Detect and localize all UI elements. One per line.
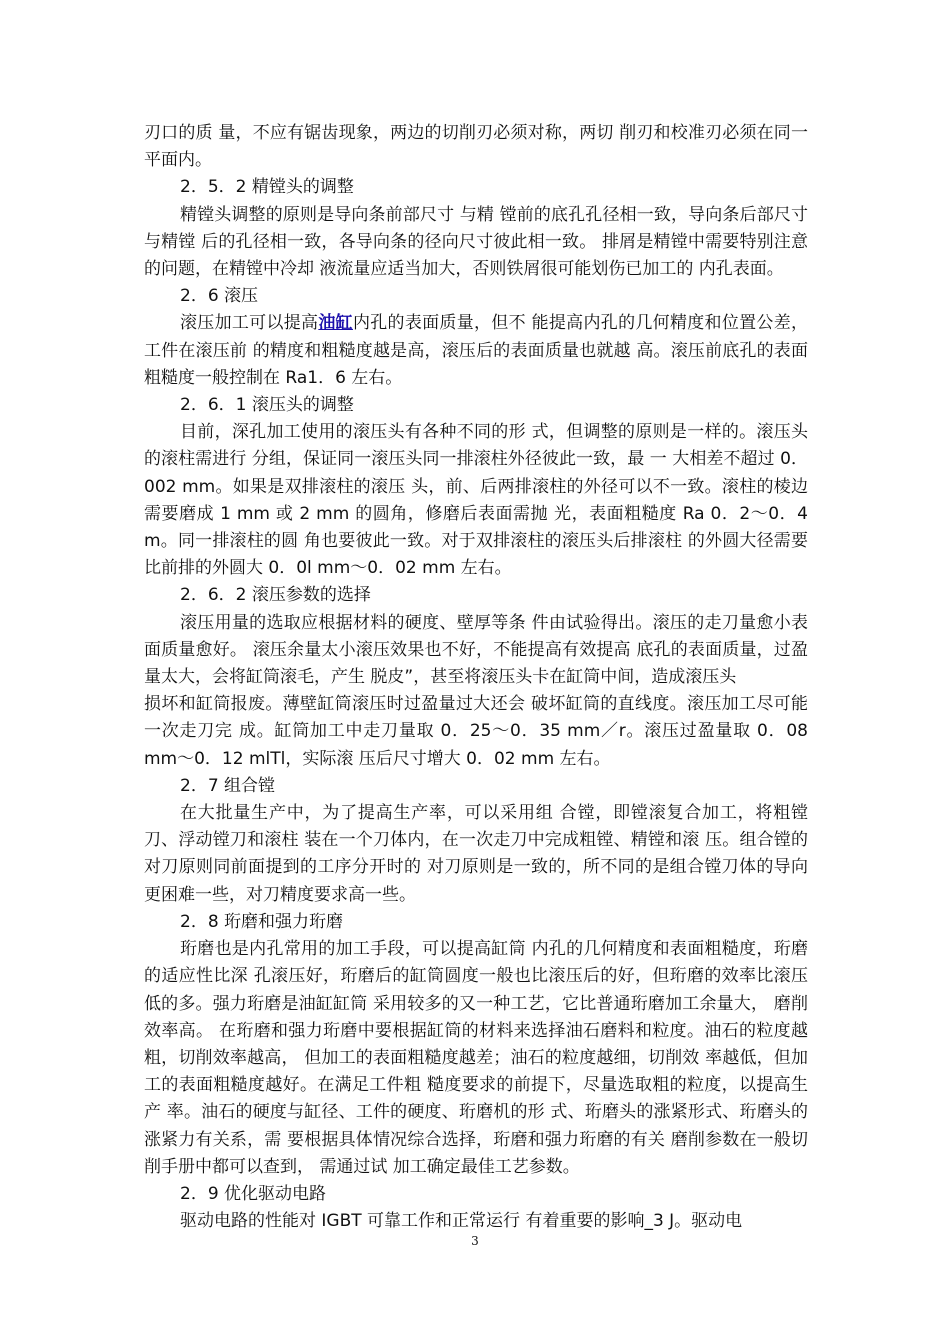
heading-2-7: 2．7 组合镗 [180, 775, 276, 796]
heading-2-6: 2．6 滚压 [180, 286, 259, 307]
paragraph-fine-boring: 精镗头调整的原则是导向条前部尺寸 与精 镗前的底孔孔径相一致，导向条后部尺寸 与精镗 后的孔径相一致，各导向条的径向尺寸彼此相一致。 排屑是精镗中需要特别注意的问题，在精镗中冷却 液流量应适当加大，否则铁屑很可能划伤已加工的 内孔表面。 [144, 204, 808, 280]
heading-2-9: 2．9 优化驱动电路 [180, 1183, 327, 1204]
paragraph-drive-circuit: 驱动电路的性能对 IGBT 可靠工作和正常运行 有着重要的影响_3 J。驱动电 [180, 1211, 743, 1232]
paragraph-honing: 珩磨也是内孔常用的加工手段，可以提高缸筒 内孔的几何精度和表面粗糙度，珩磨的适应性比深 孔滚压好，珩磨后的缸筒圆度一般也比滚压后的好，但珩磨的效率比滚压低的多。强力珩磨是油缸缸筒 采用较多的又一种工艺，它比普通珩磨加工余量大， 磨削效率高。 在珩磨和强力珩磨中要根据缸筒的材料来选择油石磨料和粒度。油石的粒度越粗，切削效率越高， 但加工的表面粗糙度越差；油石的粒度越细，切削效 率越低，但加工的表面粗糙度越好。在满足工件粗 糙度要求的前提下，尽量选取粗的粒度，以提高生产 率。油石的硬度与缸径、工件的硬度、珩磨机的形 式、珩磨头的涨紧形式、珩磨头的涨紧力有关系，需 要根据具体情况综合选择，珩磨和强力珩磨的有关 磨削参数在一般切削手册中都可以查到， 需通过试 加工确定最佳工艺参数。 [144, 939, 808, 1177]
paragraph-combined-boring: 在大批量生产中，为了提高生产率，可以采用组 合镗，即镗滚复合加工，将粗镗刀、浮动镗刀和滚柱 装在一个刀体内，在一次走刀中完成粗镗、精镗和滚 压。组合镗的对刀原则同前面提到的工序分开时的 对刀原则是一致的，所不同的是组合镗刀体的导向 更困难一些，对刀精度要求高一些。 [144, 803, 808, 905]
heading-2-5-2: 2．5．2 精镗头的调整 [180, 177, 354, 198]
page-number: 3 [471, 1234, 479, 1248]
heading-2-8: 2．8 珩磨和强力珩磨 [180, 911, 344, 932]
paragraph-cutting-edge: 刃口的质 量，不应有锯齿现象，两边的切削刃必须对称，两切 削刃和校准刃必须在同一平面内。 [144, 123, 808, 171]
paragraph-rolling [144, 310, 808, 392]
oil-cylinder-link[interactable]: 油缸 [318, 313, 353, 334]
paragraph-rolling-post: 内孔的表面质量，但不 能提高内孔的几何精度和位置公差，工件在滚压前 的精度和粗糙度越是高，滚压后的表面质量也就越 高。滚压前底孔的表面粗糙度一般控制在 Ra1．6 左右。 [144, 313, 809, 388]
paragraph-rolling-pre: 滚压加工可以提高 [180, 313, 319, 334]
article-body [144, 120, 808, 1235]
paragraph-rolling-params-a: 滚压用量的选取应根据材料的硬度、壁厚等条 件由试验得出。滚压的走刀量愈小表面质量愈好。 滚压余量太小滚压效果也不好，不能提高有效提高 底孔的表面质量，过盈量太大，会将缸筒滚毛，产生 脱皮”，甚至将滚压头卡在缸筒中间，造成滚压头 [144, 612, 808, 688]
heading-2-6-1: 2．6．1 滚压头的调整 [180, 395, 354, 416]
paragraph-rolling-params-b: 损坏和缸筒报废。薄壁缸筒滚压时过盈量过大还会 破坏缸筒的直线度。滚压加工尽可能一次走刀完 成。缸筒加工中走刀量取 0．25～0．35 mm／r。滚压过盈量取 0．08 mm～0．12 mlTl，实际滚 压后尺寸增大 0．02 mm 左右。 [144, 694, 808, 769]
paragraph-rolling-head: 目前，深孔加工使用的滚压头有各种不同的形 式，但调整的原则是一样的。滚压头的滚柱需进行 分组，保证同一滚压头同一排滚柱外径彼此一致，最 一 大相差不超过 0．002 mm。如果是双排滚柱的滚压 头，前、后两排滚柱的外径可以不一致。滚柱的棱边 需要磨成 1 mm 或 2 mm 的圆角，修磨后表面需抛 光，表面粗糙度 Ra 0．2～0．4 m。同一排滚柱的圆 角也要彼此一致。对于双排滚柱的滚压头后排滚柱 的外圆大径需要比前排的外圆大 0．0l mm～0．02 mm 左右。 [144, 422, 808, 579]
heading-2-6-2: 2．6．2 滚压参数的选择 [180, 585, 371, 606]
